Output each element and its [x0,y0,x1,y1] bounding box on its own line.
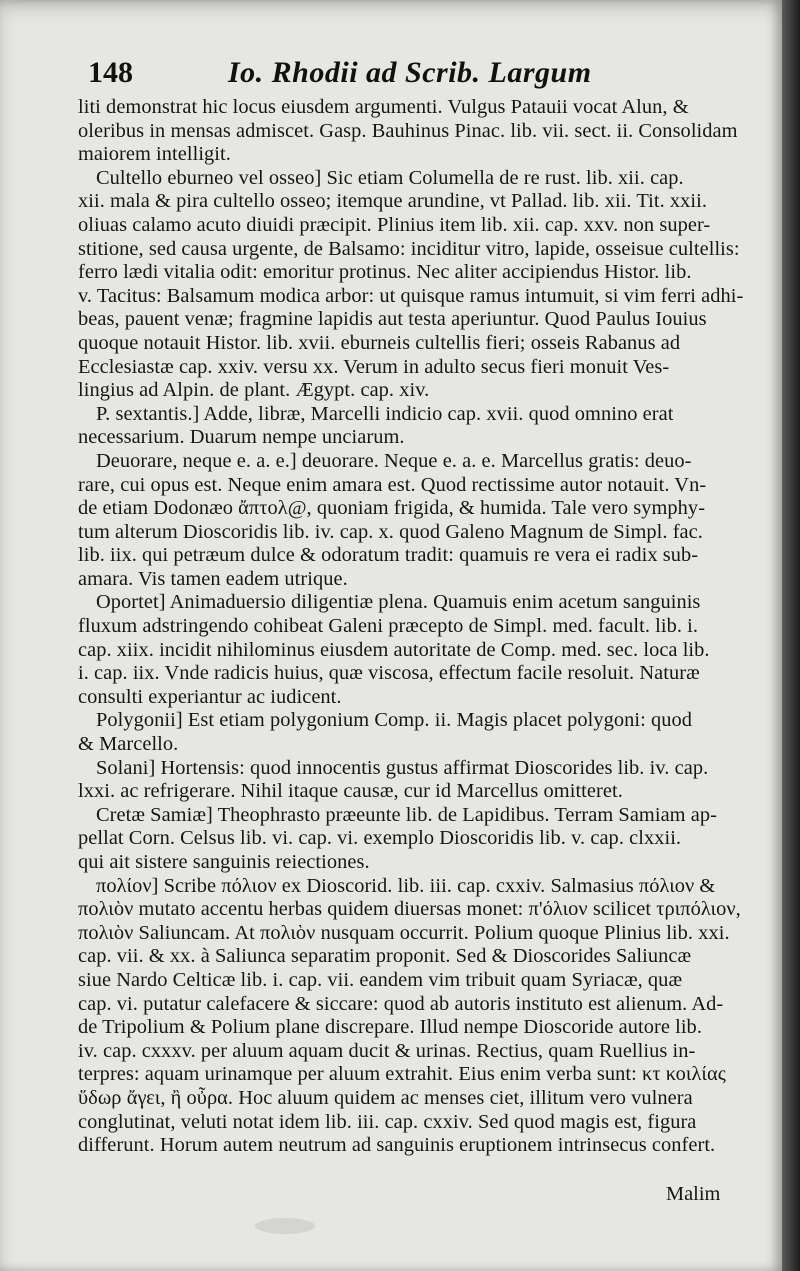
ink-smudge [255,1218,315,1234]
text-line: fluxum adstringendo cohibeat Galeni præcepto de Simpl. med. facult. lib. i. [78,615,699,638]
text-line: tum alterum Dioscoridis lib. iv. cap. x. quod Galeno Magnum de Simpl. fac. [78,520,703,543]
text-line: i. cap. iix. Vnde radicis huius, quæ viscosa, effectum facile resoluit. Naturæ [78,662,700,685]
text-line: lingius ad Alpin. de plant. Ægypt. cap. xiv. [78,379,430,402]
text-line: oliuas calamo acuto diuidi præcipit. Plinius item lib. xii. cap. xxv. non super- [78,213,711,236]
text-line: P. sextantis.] Adde, libræ, Marcelli indicio cap. xvii. quod omnino erat [96,402,674,425]
text-line: necessarium. Duarum nempe unciarum. [78,426,405,449]
text-line: terpres: aquam urinamque per aluum extrahit. Eius enim verba sunt: κτ κοιλίας [78,1063,726,1086]
text-line: cap. xiix. incidit nihilominus eiusdem autoritate de Comp. med. sec. loca lib. [78,638,710,661]
catchword: Malim [666,1183,721,1205]
text-line: Polygonii] Est etiam polygonium Comp. ii. Magis placet polygoni: quod [96,709,693,732]
text-line: Solani] Hortensis: quod innocentis gustus affirmat Dioscorides lib. iv. cap. [96,756,709,779]
text-line: cap. vii. & xx. à Saliunca separatim proponit. Sed & Dioscorides Saliuncæ [78,945,692,968]
text-line: maiorem intelligit. [78,143,231,166]
text-line: conglutinat, veluti notat idem lib. iii. cap. cxxiv. Sed quod magis est, figura [78,1110,697,1133]
text-line: pellat Corn. Celsus lib. vi. cap. vi. exemplo Dioscoridis lib. v. cap. clxxii. [78,827,682,850]
text-line: quoque notauit Histor. lib. xvii. eburneis cultellis fieri; osseis Rabanus ad [78,331,681,354]
text-line: Cultello eburneo vel osseo] Sic etiam Columella de re rust. lib. xii. cap. [96,166,684,189]
page-edge-shadow [782,0,800,1271]
text-line: πολιὸν Saliuncam. At πολιὸν nusquam occurrit. Polium quoque Plinius lib. xxi. [78,921,730,944]
text-line: lxxi. ac refrigerare. Nihil itaque causæ, cur id Marcellus omitteret. [78,780,623,803]
text-line: de Tripolium & Polium plane discrepare. Illud nempe Dioscoride autore lib. [78,1016,702,1039]
text-line: rare, cui opus est. Neque enim amara est. Quod rectissime autor notauit. Vn- [78,473,707,496]
running-title: Io. Rhodii ad Scrib. Largum [228,56,592,89]
text-line: stitione, sed causa urgente, de Balsamo: inciditur vitro, lapide, osseisue cultellis: [78,237,740,260]
text-line: consulti experiantur ac iudicent. [78,685,342,708]
text-line: amara. Vis tamen eadem utrique. [78,567,348,590]
text-line: xii. mala & pira cultello osseo; itemque arundine, vt Pallad. lib. xii. Tit. xxii. [78,190,708,213]
text-line: Deuorare, neque e. a. e.] deuorare. Neque e. a. e. Marcellus gratis: deuo- [96,449,692,472]
text-line: oleribus in mensas admiscet. Gasp. Bauhinus Pinac. lib. vii. sect. ii. Consolidam [78,119,738,142]
text-line: siue Nardo Celticæ lib. i. cap. vii. eandem vim tribuit quam Syriacæ, quæ [78,968,683,991]
text-line: πολιὸν mutato accentu herbas quidem diuersas monet: π'όλιον scilicet τριπόλιον, [78,898,741,921]
text-line: πολίον] Scribe πόλιον ex Dioscorid. lib. iii. cap. cxxiv. Salmasius πόλιον & [96,874,716,897]
text-line: iv. cap. cxxxv. per aluum aquam ducit & urinas. Rectius, quam Ruellius in- [78,1039,696,1062]
text-line: differunt. Horum autem neutrum ad sanguinis eruptionem intrinsecus confert. [78,1134,716,1157]
text-line: Oportet] Animaduersio diligentiæ plena. Quamuis enim acetum sanguinis [96,591,701,614]
text-line: ὕδωρ ἄγει, ἢ οὖρα. Hoc aluum quidem ac menses ciet, illitum vero vulnera [78,1086,693,1109]
text-line: Cretæ Samiæ] Theophrasto præeunte lib. de Lapidibus. Terram Samiam ap- [96,803,717,826]
text-line: v. Tacitus: Balsamum modica arbor: ut quisque ramus intumuit, si vim ferri adhi- [78,284,744,307]
page-number: 148 [88,56,133,89]
text-line: de etiam Dodonæo ἄπτολ@, quoniam frigida, & humida. Tale vero symphy- [78,497,706,520]
main-text-block [78,96,750,1158]
text-line: beas, pauent venæ; fragmine lapidis aut testa aperiuntur. Quod Paulus Iouius [78,308,707,331]
text-line: lib. iix. qui petræum dulce & odoratum tradit: quamuis re vera ei radix sub- [78,544,699,567]
text-line: ferro lædi vitalia odit: emoritur protinus. Nec aliter accipiendus Histor. lib. [78,261,692,284]
text-line: Ecclesiastæ cap. xxiv. versu xx. Verum in adulto secus fieri monuit Ves- [78,355,670,378]
text-line: cap. vi. putatur calefacere & siccare: quod ab autoris instituto est alienum. Ad- [78,992,724,1015]
page-header [88,56,728,96]
text-line: qui ait sistere sanguinis reiectiones. [78,851,370,873]
text-line: & Marcello. [78,733,179,756]
text-line: liti demonstrat hic locus eiusdem argumenti. Vulgus Patauii vocat Alun, & [78,96,689,118]
